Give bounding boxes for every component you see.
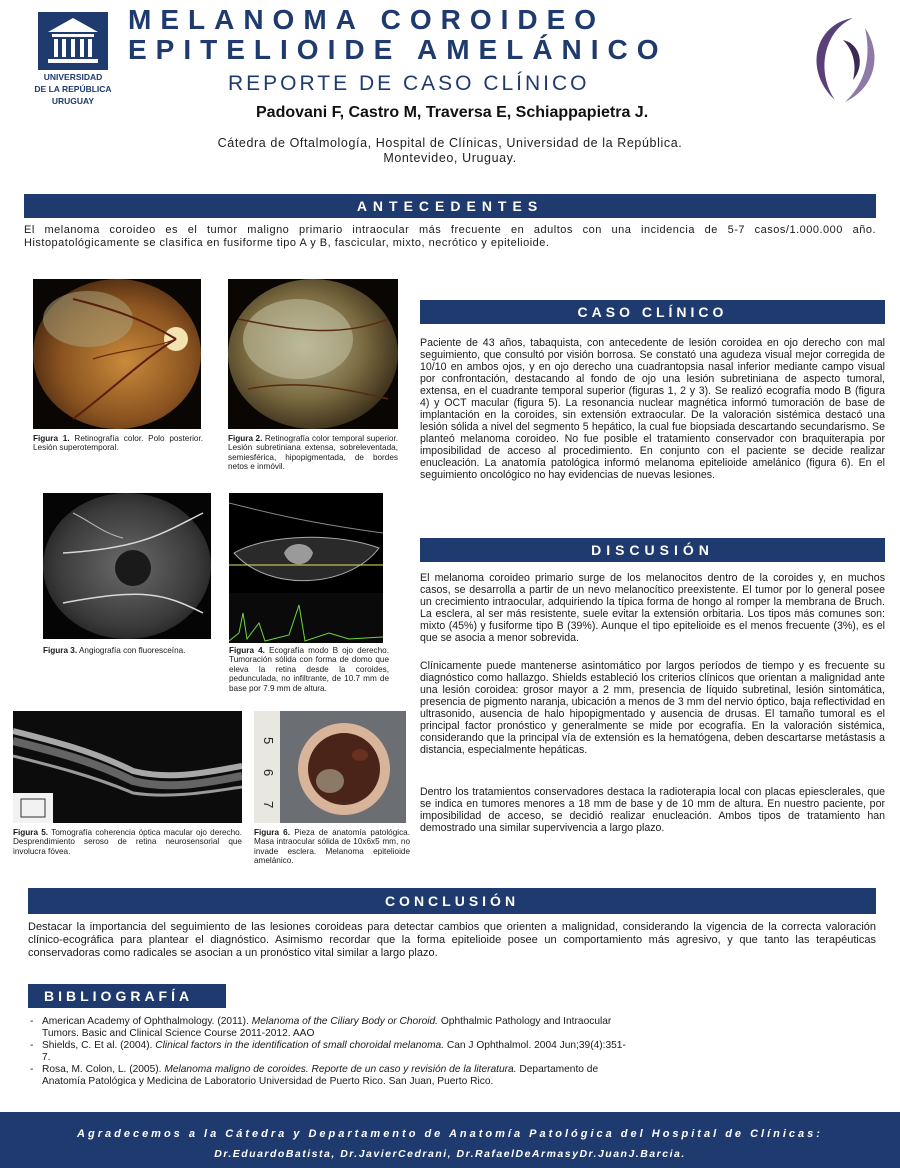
figure-label: Figura 1. (33, 434, 70, 443)
figure-3-caption (43, 646, 213, 655)
bibliography-list (28, 1016, 632, 1088)
reference-authors: Shields, C. Et al. (2004). (42, 1040, 153, 1051)
caso-clinico-heading-text: CASO CLÍNICO (577, 304, 728, 320)
discusion-heading (420, 538, 885, 562)
department-logo (795, 10, 885, 115)
conclusion-heading (28, 888, 876, 914)
figure-5-image (13, 711, 242, 823)
acknowledgements-footer (0, 1112, 900, 1168)
figure-1-caption (33, 434, 203, 453)
antecedentes-heading-text: ANTECEDENTES (356, 198, 544, 214)
discusion-heading-text: DISCUSIÓN (591, 542, 714, 558)
authors: Padovani F, Castro M, Traversa E, Schiappapietra J. (256, 104, 649, 121)
figure-caption-text: Retinografía color temporal superior. Lesión subretiniana extensa, sobreleventada, semiesférica, hipopigmentada, de bordes netos e inmóvil. (228, 434, 398, 472)
university-building-icon (38, 12, 108, 70)
figure-caption-text: Angiografía con fluoresceína. (78, 646, 186, 655)
acknowledgements-line: Agradecemos a la Cátedra y Departamento de Anatomía Patológica del Hospital de Clínicas: (77, 1128, 823, 1140)
figure-label: Figura 6. (254, 828, 291, 837)
university-logo (28, 12, 118, 106)
fluorescein-angiography-image (43, 493, 211, 639)
figure-label: Figura 2. (228, 434, 263, 443)
retinography-image (33, 279, 201, 429)
bibliography-item (28, 1016, 632, 1040)
retinography-temporal-image (228, 279, 398, 429)
figure-2-image (228, 279, 398, 429)
figure-label: Figura 3. (43, 646, 78, 655)
figure-4-caption (229, 646, 389, 693)
university-name-line: UNIVERSIDAD (43, 72, 103, 82)
bibliography-item (28, 1040, 632, 1064)
university-name-line: URUGUAY (51, 96, 95, 106)
eye-swirl-logo-icon (795, 10, 885, 110)
figure-label: Figura 4. (229, 646, 265, 655)
ruler-mark: 6 (261, 769, 276, 777)
ruler-mark: 5 (261, 737, 276, 745)
caso-clinico-text: Paciente de 43 años, tabaquista, con antecedente de lesión coroidea en ojo derecho con mal seguimiento, que consultó por visión borrosa. Se constató una agudeza visual mejor corregida de 10/10 en ambos ojos, y en ojo derecho una cuadrantopsia nasal inferior mediante campo visual por confrontación, destacando al fondo de ojo una lesión subretiniana de aspecto tumoral, extensa, en el cuadrante temporal superior (figuras 1, 2 y 3). Se realizó ecografía modo B (figura 4) y OCT macular (figura 5). La resonancia nuclear magnética informó tumoración de base de implantación en la coroides, sin extensión extraocular. De la valoración sistémica destacó una lesión sólida a nivel del segmento 5 hepático, la cual fue biopsiada descartando secundarismo. Se planteó melanoma coroideo. No fue posible el tratamiento conservador con braquiterapia por imposibilidad de acceso al procedimiento. En conjunto con el paciente se decide realizar enucleación. La anatomía patológica informó melanoma epitelioide amelánico (figura 6). En el seguimiento oncológico no hay evidencias de nuevas lesiones. (420, 337, 885, 481)
reference-authors: Rosa, M. Colon, L. (2005). (42, 1064, 162, 1075)
figure-caption-text: Tomografía coherencia óptica macular ojo derecho. Desprendimiento seroso de retina neurosensorial que involucra fóvea. (13, 828, 243, 856)
poster-title-line2: EPITELIOIDE AMELÁNICO (128, 34, 668, 65)
reference-source: Departamento de Anatomía Patológica y Medicina de Laboratorio Universidad de Puerto Rico. San Juan, Puerto Rico. (42, 1064, 599, 1087)
conclusion-heading-text: CONCLUSIÓN (384, 893, 520, 909)
affiliation (150, 136, 750, 166)
figure-label: Figura 5. (13, 828, 49, 837)
figure-3-image (43, 493, 211, 639)
antecedentes-text: El melanoma coroideo es el tumor maligno primario intraocular más frecuente en adultos con una incidencia de 5-7 casos/1.000.000 año. Histopatológicamente se clasifica en fusiforme tipo A y B, fascicular, mixto, necrótico y epitelioide. (24, 224, 876, 249)
figure-caption-text: Ecografía modo B ojo derecho. Tumoración sólida con forma de domo que eleva la retina desde la coroides, pedunculada, no infiltrante, de 10.7 mm de base por 7.9 mm de altura. (229, 646, 390, 693)
figure-caption-text: Retinografía color. Polo posterior. Lesión superotemporal. (33, 434, 204, 453)
reference-title: Melanoma of the Ciliary Body or Choroid. (251, 1016, 439, 1027)
figure-4-image (229, 493, 383, 643)
reference-source: Ophthalmic Pathology and Intraocular Tumors. Basic and Clinical Science Course 2011-2012. AAO (42, 1016, 612, 1039)
affiliation-line: Cátedra de Oftalmología, Hospital de Clínicas, Universidad de la República. (217, 136, 683, 150)
figure-6-caption (254, 828, 410, 866)
discusion-paragraph-1: El melanoma coroideo primario surge de los melanocitos dentro de la coroides y, en muchos casos, se desarrolla a partir de un nevo melanocítico preexistente. El tumor por lo general posee un crecimiento intraocular, adquiriendo la típica forma de hongo al romper la membrana de Bruch. La esclera, al ser más resistente, suele evitar la extensión orbitaria. Los tipos más comunes son: mixto (45%) y fusiforme tipo B (39%). Aunque el tipo epitelioide es el menos frecuente (3%), es el que se asocia a menor sobrevida. (420, 572, 885, 644)
figure-6-image (254, 711, 406, 823)
reference-title: Melanoma maligno de coroides. Reporte de un caso y revisión de la literatura. (164, 1064, 517, 1075)
antecedentes-heading (24, 194, 876, 218)
caso-clinico-heading (420, 300, 885, 324)
figure-caption-text: Pieza de anatomía patológica. Masa intraocular sólida de 10x6x5 mm, no invade esclera. Melanoma epitelioide amelánico. (254, 828, 411, 866)
discusion-paragraph-3: Dentro los tratamientos conservadores destaca la radioterapia local con placas epiesclerales, que se indica en tumores menores a 18 mm de base y de 10 mm de altura. En nuestro paciente, por imposibilidad de acceso, se decidió realizar enucleación. Ambos tipos de tratamiento han demostrado una similar supervivencia a largo plazo. (420, 786, 885, 834)
bibliografia-heading-text: BIBLIOGRAFÍA (44, 988, 194, 1004)
conclusion-text: Destacar la importancia del seguimiento de las lesiones coroideas para detectar cambios que orienten a malignidad, considerando la vigencia de la correcta valoración clínico-ecográfica para plantear el diagnóstico. Asimismo recordar que la forma epitelioide posee un comportamiento más agresivo, y que tanto las terapéuticas conservadoras como radicales se asocian a un pronóstico vital similar a largo plazo. (28, 921, 876, 959)
reference-authors: American Academy of Ophthalmology. (2011). (42, 1016, 249, 1027)
ruler-mark: 7 (261, 801, 276, 809)
poster-subtitle: REPORTE DE CASO CLÍNICO (228, 72, 590, 95)
poster-title-line1: MELANOMA COROIDEO (128, 4, 606, 35)
figure-1-image (33, 279, 201, 429)
bibliografia-heading (28, 984, 226, 1008)
discusion-paragraph-2: Clínicamente puede mantenerse asintomático por largos períodos de tiempo y es frecuente su diagnóstico como hallazgo. Shields estableció los criterios clínicos que orientan a malignidad ante una lesión coroidea: grosor mayor a 2 mm, presencia de líquido subretinal, lesión sintomática, presencia de pigmento naranja, ubicación a menos de 3 mm del nervio óptico, baja reflectividad en ultrasonido, ausencia de halo hipopigmentado y ausencia de drusas. El tamaño tumoral es el principal factor pronóstico y generalmente se mide por ecografía. En la valoración sistémica, considerando que la principal vía de extensión es la hematógena, deben descartarse metástasis a distancia, especialmente hepáticas. (420, 660, 885, 756)
acknowledgements-names: Dr.EduardoBatista, Dr.JavierCedrani, Dr.RafaelDeArmasyDr.JuanJ.Barcia. (214, 1148, 686, 1160)
affiliation-line: Montevideo, Uruguay. (383, 151, 517, 165)
figure-2-caption (228, 434, 398, 472)
bibliography-item (28, 1064, 632, 1088)
optical-coherence-tomography-image (13, 711, 242, 823)
reference-title: Clinical factors in the identification of small choroidal melanoma. (155, 1040, 445, 1051)
reference-source: Can J Ophthalmol. 2004 Jun;39(4):351-7. (42, 1040, 626, 1063)
figure-5-caption (13, 828, 242, 856)
pathology-specimen-image (254, 711, 406, 823)
university-name-line: DE LA REPÚBLICA (34, 84, 112, 94)
b-mode-ultrasound-image (229, 493, 383, 643)
